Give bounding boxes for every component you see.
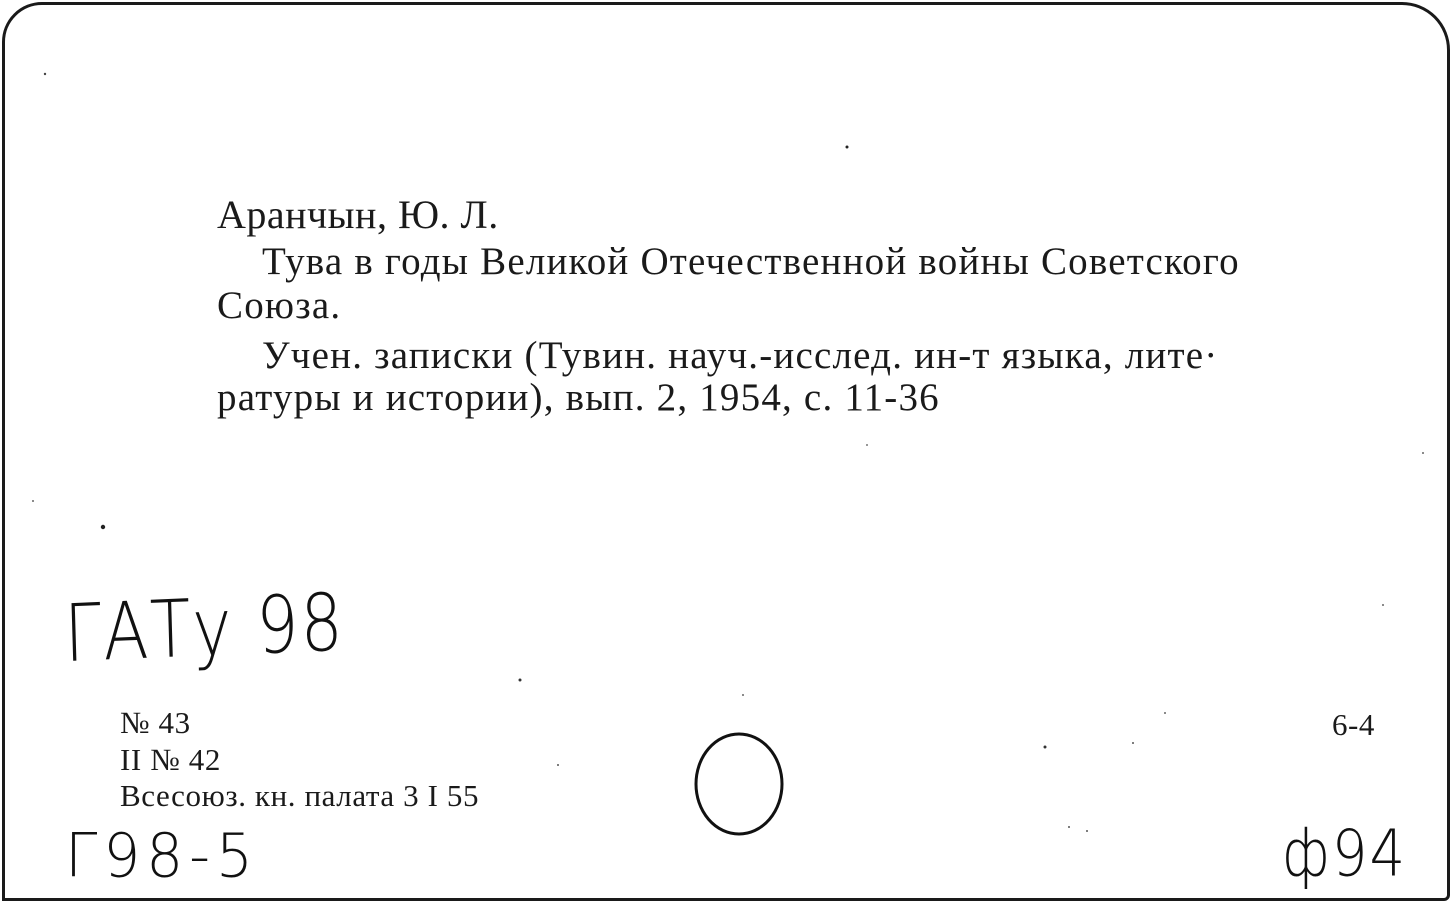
card-author: Аранчын, Ю. Л. [217,192,499,237]
handwritten-shelf-mark: Г98-5 [65,820,259,892]
card-second-number: II № 42 [120,742,221,777]
handwritten-fund-mark: ф94 [1282,817,1408,892]
card-publisher-line: Всесоюз. кн. палата 3 I 55 [120,778,480,813]
card-source-line-1: Учен. записки (Тувин. науч.-исслед. ин-т языка, лите· [262,334,1219,377]
card-source-line-2: ратуры и истории), вып. 2, 1954, с. 11-36 [217,376,940,419]
handwritten-archive-code: ГАТу 98 [63,576,346,681]
card-number: № 43 [120,705,191,740]
catalog-card [2,2,1450,901]
card-title-line-1: Тува в годы Великой Отечественной войны Советского [262,240,1240,283]
card-index-code: 6-4 [1332,707,1375,742]
punch-hole [691,727,787,839]
card-title-line-2: Союза. [217,284,342,327]
